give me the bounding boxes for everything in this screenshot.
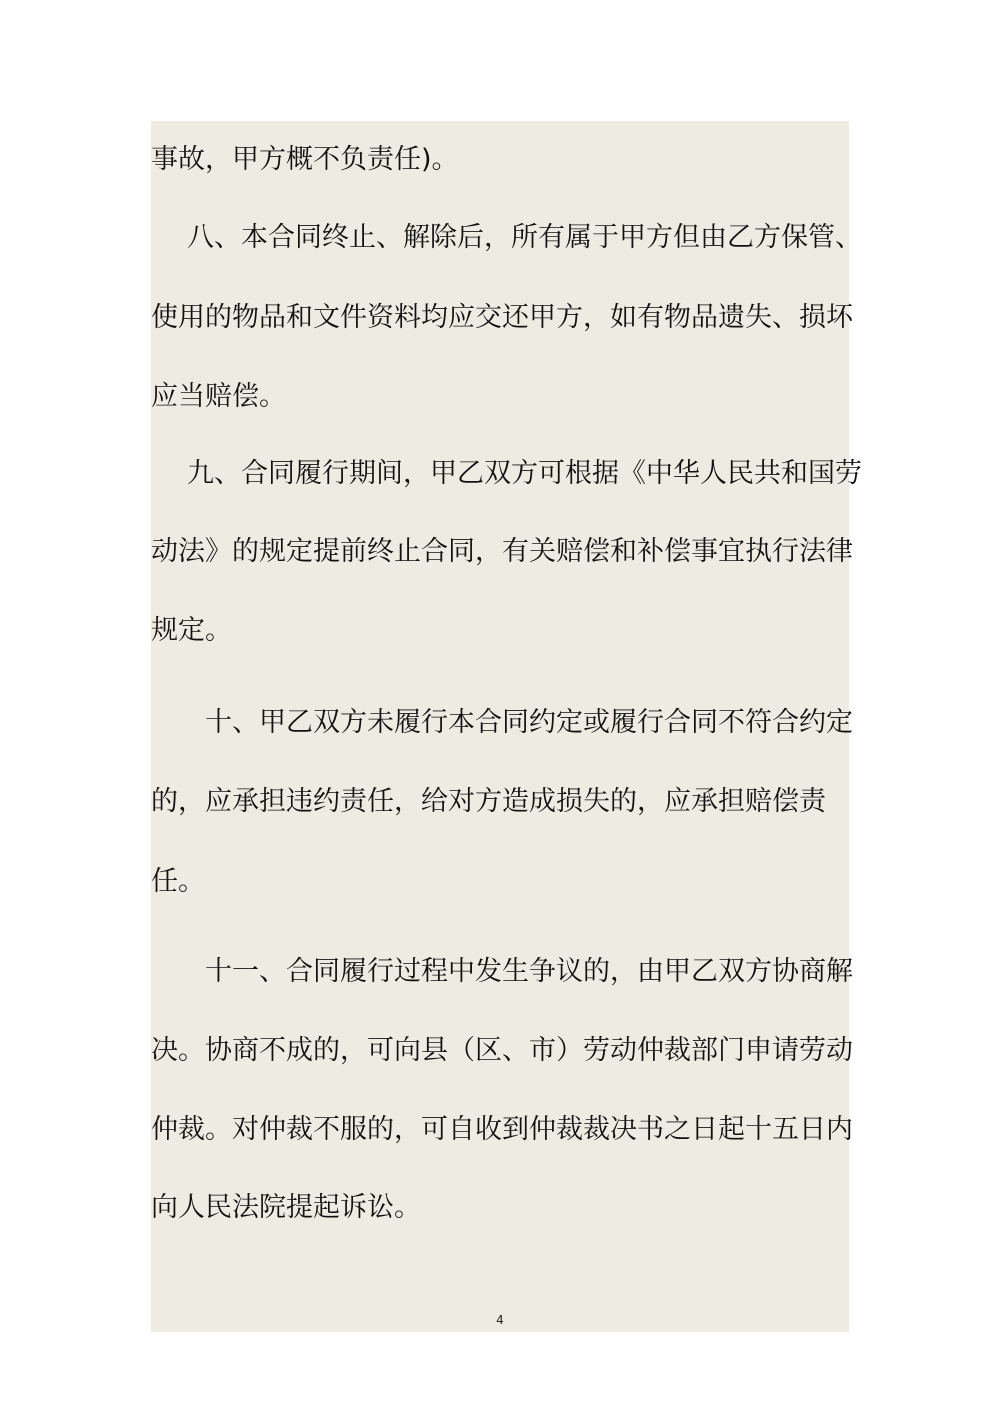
text-line: 动法》的规定提前终止合同，有关赔偿和补偿事宜执行法律	[151, 536, 853, 567]
text-line: 任。	[151, 866, 205, 897]
text-line: 仲裁。对仲裁不服的，可自收到仲裁裁决书之日起十五日内	[151, 1114, 853, 1145]
text-line: 规定。	[151, 615, 232, 646]
clause-8-heading-line: 八、本合同终止、解除后，所有属于甲方但由乙方保管、	[187, 222, 862, 253]
clause-10-heading-line: 十、甲乙双方未履行本合同约定或履行合同不符合约定	[205, 707, 853, 738]
text-line: 决。协商不成的，可向县（区、市）劳动仲裁部门申请劳动	[151, 1035, 853, 1066]
text-line: 的，应承担违约责任，给对方造成损失的，应承担赔偿责	[151, 786, 826, 817]
text-line: 应当赔偿。	[151, 381, 286, 412]
text-line: 事故，甲方概不负责任)。	[151, 144, 459, 175]
text-line: 向人民法院提起诉讼。	[151, 1192, 421, 1223]
text-line: 使用的物品和文件资料均应交还甲方，如有物品遗失、损坏	[151, 302, 853, 333]
clause-11-heading-line: 十一、合同履行过程中发生争议的，由甲乙双方协商解	[205, 956, 853, 987]
clause-9-heading-line: 九、合同履行期间，甲乙双方可根据《中华人民共和国劳	[187, 458, 862, 489]
page-number: 4	[496, 1313, 504, 1327]
